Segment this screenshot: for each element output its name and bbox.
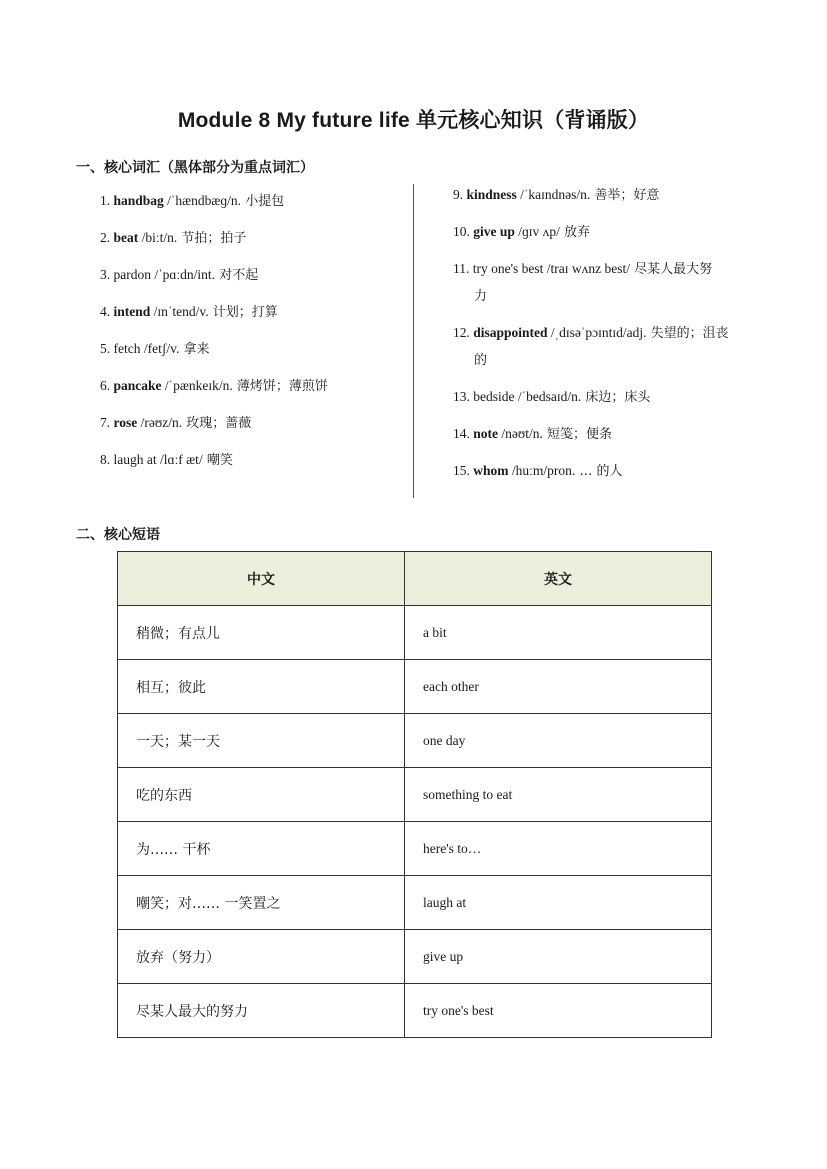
vocab-number: 3. [100,267,111,282]
vocab-number: 12. [453,325,470,340]
vocab-word: try one's best [472,261,544,276]
vocab-item [453,383,729,420]
vocab-item [453,420,729,457]
vocab-phonetic: /traɪ wʌnz best/ [543,261,631,276]
vocab-item [100,187,328,224]
table-row [118,660,712,714]
vocab-word: disappointed [473,325,548,340]
vocab-item [453,181,729,218]
phrase-english-cell: something to eat [405,768,712,822]
vocab-word: rose [113,415,138,430]
vocab-number: 8. [100,452,111,467]
vocab-item [100,224,328,261]
phrase-english-cell: laugh at [405,876,712,930]
vocab-phonetic: /ˌdɪsəˈpɔɪntɪd/adj. [547,325,647,340]
table-row [118,876,712,930]
vocab-item [453,218,729,255]
vocab-number: 7. [100,415,111,430]
phrase-chinese-cell: 嘲笑；对…… 一笑置之 [118,876,405,930]
vocab-phonetic: /ɪnˈtend/v. [150,304,209,319]
vocab-word: handbag [113,193,164,208]
vocab-phonetic: /ˈkaɪndnəs/n. [516,187,591,202]
vocab-phonetic: /ɡɪv ʌp/ [514,224,560,239]
phrase-chinese-cell: 相互；彼此 [118,660,405,714]
vocab-phonetic: /lɑːf æt/ [156,452,203,467]
phrase-chinese-cell: 一天；某一天 [118,714,405,768]
table-row [118,822,712,876]
phrase-english-cell: one day [405,714,712,768]
phrase-chinese-cell: 放弃（努力） [118,930,405,984]
phrases-section-heading: 二、核心短语 [76,527,160,543]
vocab-phonetic: /nəʊt/n. [498,426,543,441]
vocab-word: pardon [113,267,151,282]
phrase-chinese-cell: 稍微；有点儿 [118,606,405,660]
vocab-meaning: 玫瑰；蔷薇 [182,416,252,431]
vocab-meaning: 善举；好意 [590,188,660,203]
vocab-item [100,298,328,335]
vocab-word: note [473,426,498,441]
table-row [118,606,712,660]
vocab-item [453,319,729,383]
vocab-item [453,255,729,319]
vocab-phonetic: /ˈpænkeɪk/n. [161,378,233,393]
vocab-meaning: 薄烤饼；薄煎饼 [232,379,328,394]
column-divider [413,184,414,498]
vocab-phonetic: /ˈhændbæɡ/n. [163,193,242,208]
phrase-english-cell: a bit [405,606,712,660]
vocab-word: kindness [466,187,517,202]
vocab-list-left [100,187,328,483]
vocab-section-heading: 一、核心词汇（黑体部分为重点词汇） [76,160,314,176]
vocab-meaning: 尽某人最大努 [630,262,713,277]
vocab-meaning: 对不起 [215,268,259,283]
vocab-number: 9. [453,187,464,202]
vocab-word: beat [113,230,139,245]
vocab-meaning: 放弃 [559,225,591,240]
vocab-word: intend [113,304,151,319]
phrase-english-cell: each other [405,660,712,714]
vocab-word: laugh at [113,452,157,467]
vocab-word: bedside [473,389,515,404]
vocab-word: pancake [113,378,162,393]
table-row [118,768,712,822]
vocab-phonetic: /ˈpɑːdn/int. [151,267,216,282]
table-row [118,930,712,984]
vocab-number: 1. [100,193,111,208]
vocab-number: 13. [453,389,470,404]
vocab-number: 10. [453,224,470,239]
phrase-english-cell: give up [405,930,712,984]
vocab-phonetic: /ˈbedsaɪd/n. [514,389,582,404]
vocab-phonetic: /fetʃ/v. [140,341,180,356]
vocab-meaning: 拿来 [179,342,210,357]
vocab-list-right [453,181,729,494]
table-row [118,714,712,768]
vocab-meaning: 小提包 [241,194,285,209]
vocab-meaning: 短笺；便条 [542,427,613,442]
vocab-meaning: 嘲笑 [202,453,233,468]
vocab-phonetic: /huːm/pron. [508,463,576,478]
vocab-phonetic: /biːt/n. [138,230,178,245]
vocab-item [453,457,729,494]
vocab-item [100,372,328,409]
phrase-english-cell: here's to… [405,822,712,876]
header-chinese: 中文 [118,552,405,606]
vocab-number: 4. [100,304,111,319]
phrase-chinese-cell: 为…… 干杯 [118,822,405,876]
vocab-meaning: 失望的；沮丧 [646,326,729,341]
vocab-number: 15. [453,463,470,478]
vocab-meaning-continued: 的 [474,353,488,368]
vocab-meaning: 床边；床头 [581,390,651,405]
vocab-word: whom [473,463,509,478]
phrase-chinese-cell: 尽某人最大的努力 [118,984,405,1038]
page-title: Module 8 My future life 单元核心知识（背诵版） [177,109,650,132]
table-row [118,984,712,1038]
vocab-word: give up [473,224,515,239]
vocab-number: 14. [453,426,470,441]
vocab-item [100,446,328,483]
vocab-meaning: 计划；打算 [208,305,278,320]
phrase-english-cell: try one's best [405,984,712,1038]
vocab-phonetic: /rəʊz/n. [137,415,183,430]
table-header-row [118,552,712,606]
header-english: 英文 [405,552,712,606]
vocab-item [100,335,328,372]
vocab-word: fetch [113,341,141,356]
vocab-item [100,409,328,446]
vocab-meaning-continued: 力 [474,289,488,304]
vocab-item [100,261,328,298]
vocab-number: 11. [453,261,470,276]
vocab-meaning: 节拍；拍子 [177,231,247,246]
vocab-number: 2. [100,230,111,245]
vocab-number: 6. [100,378,111,393]
phrase-chinese-cell: 吃的东西 [118,768,405,822]
phrases-table [117,551,712,1038]
vocab-number: 5. [100,341,111,356]
vocab-meaning: … 的人 [575,464,623,479]
